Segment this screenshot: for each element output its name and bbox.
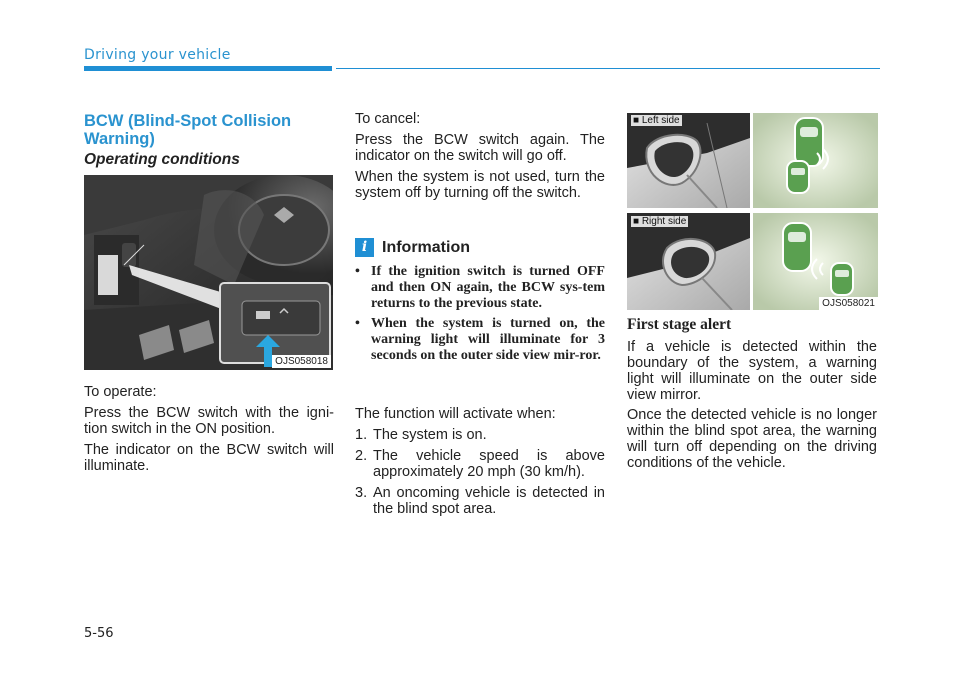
item-number: 1. — [355, 427, 368, 443]
item-text: The vehicle speed is above approximately 20 mph (30 km/h). — [373, 448, 605, 480]
bullet-dot: • — [355, 264, 360, 279]
info-bullet-text: When the system is turned on, the warning light will illuminate for 3 seconds on the outer side view mir-ror. — [371, 316, 605, 363]
info-title: Information — [382, 239, 470, 256]
header-rule-thick — [84, 66, 332, 71]
activate-label: The function will activate when: — [355, 406, 556, 422]
item-text: An oncoming vehicle is detected in the blind spot area. — [373, 485, 605, 517]
section-heading: BCW (Blind-Spot Collision Warning) — [84, 112, 292, 148]
info-bullet-2 — [355, 316, 605, 364]
page-number: 5-56 — [84, 626, 114, 641]
stage-paragraph-2: Once the detected vehicle is no longer within the blind spot area, the warning will turn off depending on the driving conditions of the vehicle. — [627, 407, 877, 471]
item-number: 2. — [355, 448, 368, 464]
image-caption: OJS058018 — [272, 355, 331, 368]
activate-item-3 — [355, 485, 605, 517]
info-bullet-text: If the ignition switch is turned OFF and then ON again, the BCW sys-tem returns to the previous state. — [371, 264, 605, 311]
cancel-paragraph-2: When the system is not used, turn the system off by turning off the switch. — [355, 169, 605, 201]
running-header: Driving your vehicle — [84, 47, 231, 63]
stage-alert-heading: First stage alert — [627, 316, 732, 333]
header-rule-thin — [336, 68, 880, 69]
right-side-label: ■ Right side — [633, 216, 687, 227]
item-number: 3. — [355, 485, 368, 501]
activate-item-2 — [355, 448, 605, 480]
operate-paragraph-1: Press the BCW switch with the igni-tion switch in the ON position. — [84, 405, 334, 437]
stage-paragraph-1: If a vehicle is detected within the boundary of the system, a warning light will illuminate on the outer side view mirror. — [627, 339, 877, 403]
operate-label: To operate: — [84, 384, 157, 400]
image-caption: OJS058021 — [819, 297, 878, 310]
item-text: The system is on. — [373, 427, 487, 443]
cancel-paragraph-1: Press the BCW switch again. The indicator on the switch will go off. — [355, 132, 605, 164]
mirror-warning-figure — [627, 113, 878, 310]
bullet-dot: • — [355, 316, 360, 331]
info-icon: i — [355, 238, 374, 257]
cancel-label: To cancel: — [355, 111, 421, 127]
operate-paragraph-2: The indicator on the BCW switch will illuminate. — [84, 442, 334, 474]
activate-item-1 — [355, 427, 605, 443]
subsection-heading: Operating conditions — [84, 151, 240, 168]
dashboard-switch-photo — [84, 175, 333, 370]
info-bullet-1 — [355, 264, 605, 312]
left-side-label: ■ Left side — [633, 115, 680, 126]
